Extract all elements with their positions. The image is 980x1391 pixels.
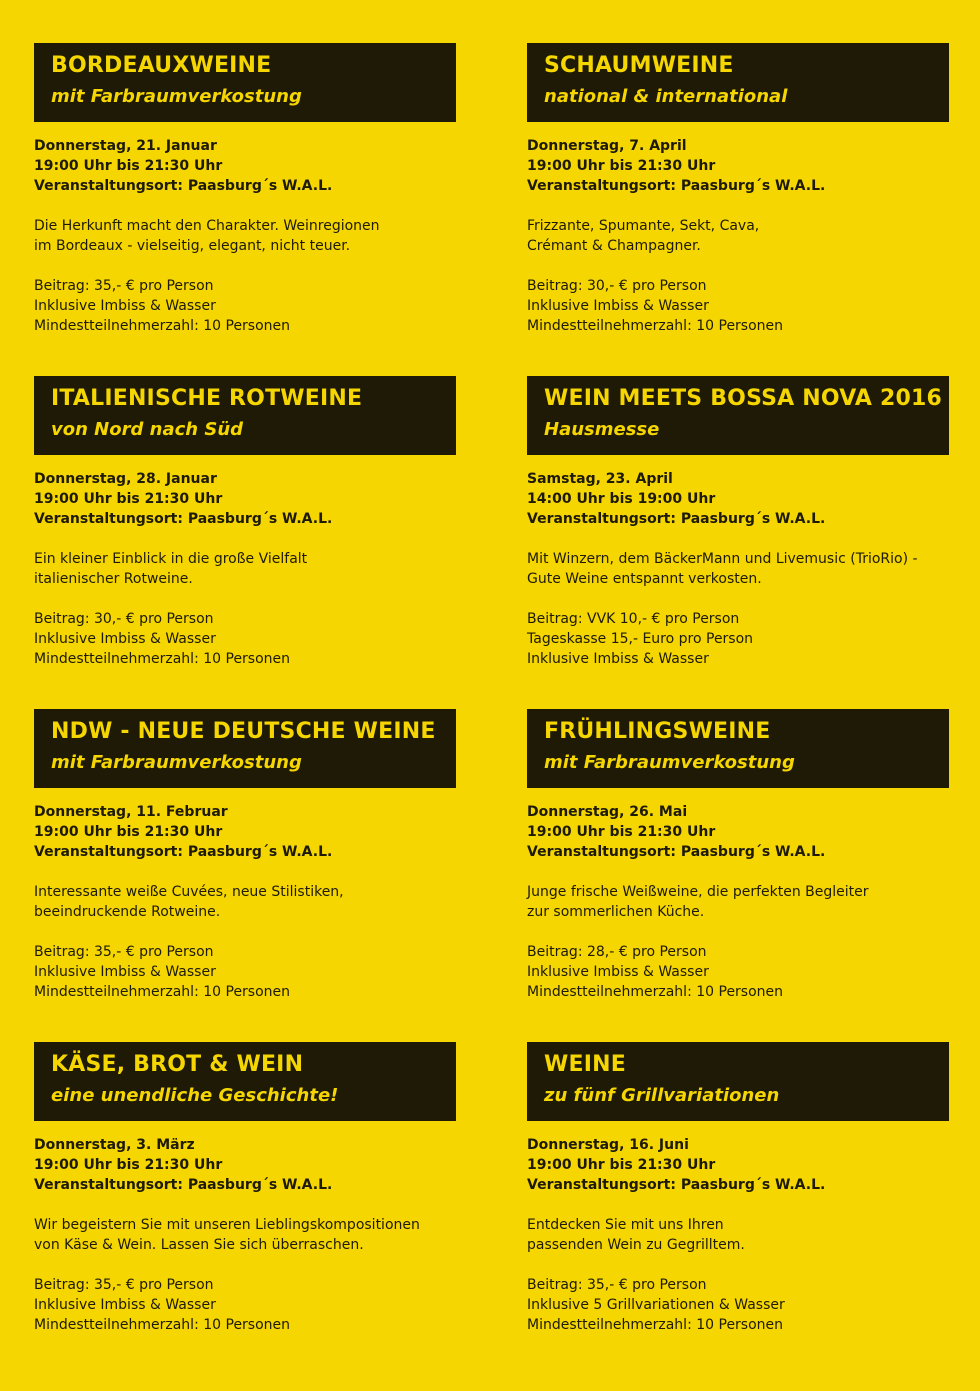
event-time: 19:00 Uhr bis 21:30 Uhr <box>34 1157 223 1173</box>
event-time: 19:00 Uhr bis 21:30 Uhr <box>527 1157 716 1173</box>
event-price: Beitrag: 35,- € pro Person <box>34 278 214 294</box>
event-banner <box>34 43 456 122</box>
event-info <box>527 1135 949 1335</box>
event-info <box>34 1135 456 1335</box>
event-min-participants: Mindestteilnehmerzahl: 10 Personen <box>527 1317 784 1333</box>
event-description-line: italienischer Rotweine. <box>34 571 193 587</box>
event-description-line: Die Herkunft macht den Charakter. Weinregionen <box>34 218 380 234</box>
event-venue: Veranstaltungsort: Paasburg´s W.A.L. <box>527 844 826 860</box>
event-subtitle: von Nord nach Süd <box>51 419 244 440</box>
event-date: Donnerstag, 7. April <box>527 138 687 154</box>
event-time: 19:00 Uhr bis 21:30 Uhr <box>527 824 716 840</box>
event-subtitle: mit Farbraumverkostung <box>51 86 302 107</box>
event-venue: Veranstaltungsort: Paasburg´s W.A.L. <box>34 844 333 860</box>
event-min-participants: Mindestteilnehmerzahl: 10 Personen <box>527 984 784 1000</box>
event-min-participants: Mindestteilnehmerzahl: 10 Personen <box>34 984 291 1000</box>
event-description-line: Entdecken Sie mit uns Ihren <box>527 1217 724 1233</box>
event-banner <box>34 376 456 455</box>
event-title: FRÜHLINGSWEINE <box>544 719 771 744</box>
event-inclusive: Inklusive Imbiss & Wasser <box>527 964 709 980</box>
event-venue: Veranstaltungsort: Paasburg´s W.A.L. <box>527 1177 826 1193</box>
event-banner <box>527 376 949 455</box>
event-min-participants: Mindestteilnehmerzahl: 10 Personen <box>34 318 291 334</box>
event-inclusive: Inklusive Imbiss & Wasser <box>34 298 216 314</box>
event-venue: Veranstaltungsort: Paasburg´s W.A.L. <box>34 178 333 194</box>
event-date: Donnerstag, 3. März <box>34 1137 195 1153</box>
event-title: KÄSE, BROT & WEIN <box>51 1052 304 1077</box>
event-price: Beitrag: 30,- € pro Person <box>34 611 214 627</box>
event-price: Beitrag: 28,- € pro Person <box>527 944 707 960</box>
event-time: 19:00 Uhr bis 21:30 Uhr <box>34 158 223 174</box>
event-time: 19:00 Uhr bis 21:30 Uhr <box>34 491 223 507</box>
event-description-line: im Bordeaux - vielseitig, elegant, nicht teuer. <box>34 238 351 254</box>
event-card <box>34 376 456 669</box>
event-inclusive: Inklusive Imbiss & Wasser <box>527 651 709 667</box>
event-banner <box>527 1042 949 1121</box>
event-banner <box>34 1042 456 1121</box>
event-title: BORDEAUXWEINE <box>51 53 272 78</box>
event-title: WEIN MEETS BOSSA NOVA 2016 <box>544 386 943 411</box>
event-inclusive: Inklusive Imbiss & Wasser <box>34 964 216 980</box>
event-title: SCHAUMWEINE <box>544 53 734 78</box>
event-date: Donnerstag, 28. Januar <box>34 471 217 487</box>
event-price: Beitrag: 35,- € pro Person <box>34 944 214 960</box>
event-description-line: Mit Winzern, dem BäckerMann und Livemusic (TrioRio) - <box>527 551 918 567</box>
event-title: ITALIENISCHE ROTWEINE <box>51 386 363 411</box>
event-card <box>527 43 949 336</box>
event-venue: Veranstaltungsort: Paasburg´s W.A.L. <box>34 1177 333 1193</box>
event-info <box>34 469 456 669</box>
event-date: Donnerstag, 16. Juni <box>527 1137 689 1153</box>
event-venue: Veranstaltungsort: Paasburg´s W.A.L. <box>527 178 826 194</box>
event-banner <box>527 709 949 788</box>
event-description-line: Junge frische Weißweine, die perfekten Begleiter <box>527 884 869 900</box>
event-venue: Veranstaltungsort: Paasburg´s W.A.L. <box>527 511 826 527</box>
event-price-box-office: Tageskasse 15,- Euro pro Person <box>527 631 754 647</box>
event-date: Samstag, 23. April <box>527 471 673 487</box>
event-info <box>527 136 949 336</box>
event-time: 19:00 Uhr bis 21:30 Uhr <box>34 824 223 840</box>
event-price: Beitrag: 35,- € pro Person <box>527 1277 707 1293</box>
event-description-line: Crémant & Champagner. <box>527 238 701 254</box>
event-min-participants: Mindestteilnehmerzahl: 10 Personen <box>34 651 291 667</box>
event-venue: Veranstaltungsort: Paasburg´s W.A.L. <box>34 511 333 527</box>
event-inclusive: Inklusive 5 Grillvariationen & Wasser <box>527 1297 785 1313</box>
event-date: Donnerstag, 21. Januar <box>34 138 217 154</box>
event-price: Beitrag: 35,- € pro Person <box>34 1277 214 1293</box>
event-subtitle: mit Farbraumverkostung <box>51 752 302 773</box>
event-subtitle: national & international <box>544 86 788 107</box>
event-banner <box>34 709 456 788</box>
event-description-line: Wir begeistern Sie mit unseren Lieblingskompositionen <box>34 1217 420 1233</box>
event-info <box>34 802 456 1002</box>
event-description-line: zur sommerlichen Küche. <box>527 904 705 920</box>
event-subtitle: zu fünf Grillvariationen <box>544 1085 780 1106</box>
event-description-line: passenden Wein zu Gegrilltem. <box>527 1237 745 1253</box>
event-title: WEINE <box>544 1052 626 1077</box>
event-subtitle: Hausmesse <box>544 419 660 440</box>
event-subtitle: eine unendliche Geschichte! <box>51 1085 339 1106</box>
event-description-line: Frizzante, Spumante, Sekt, Cava, <box>527 218 760 234</box>
event-date: Donnerstag, 26. Mai <box>527 804 688 820</box>
event-card <box>527 709 949 1002</box>
event-price: Beitrag: 30,- € pro Person <box>527 278 707 294</box>
event-card <box>34 709 456 1002</box>
event-info <box>34 136 456 336</box>
event-description-line: Ein kleiner Einblick in die große Vielfalt <box>34 551 308 567</box>
event-banner <box>527 43 949 122</box>
event-card <box>527 376 949 669</box>
event-inclusive: Inklusive Imbiss & Wasser <box>34 631 216 647</box>
event-description-line: Interessante weiße Cuvées, neue Stilistiken, <box>34 884 344 900</box>
event-inclusive: Inklusive Imbiss & Wasser <box>527 298 709 314</box>
event-description-line: beeindruckende Rotweine. <box>34 904 221 920</box>
event-min-participants: Mindestteilnehmerzahl: 10 Personen <box>527 318 784 334</box>
event-info <box>527 469 949 669</box>
event-price: Beitrag: VVK 10,- € pro Person <box>527 611 740 627</box>
event-title: NDW - NEUE DEUTSCHE WEINE <box>51 719 436 744</box>
event-min-participants: Mindestteilnehmerzahl: 10 Personen <box>34 1317 291 1333</box>
event-time: 19:00 Uhr bis 21:30 Uhr <box>527 158 716 174</box>
event-date: Donnerstag, 11. Februar <box>34 804 228 820</box>
event-time: 14:00 Uhr bis 19:00 Uhr <box>527 491 716 507</box>
event-card <box>527 1042 949 1335</box>
event-description-line: von Käse & Wein. Lassen Sie sich überraschen. <box>34 1237 364 1253</box>
event-subtitle: mit Farbraumverkostung <box>544 752 795 773</box>
event-card <box>34 43 456 336</box>
event-info <box>527 802 949 1002</box>
event-inclusive: Inklusive Imbiss & Wasser <box>34 1297 216 1313</box>
event-card <box>34 1042 456 1335</box>
event-description-line: Gute Weine entspannt verkosten. <box>527 571 762 587</box>
